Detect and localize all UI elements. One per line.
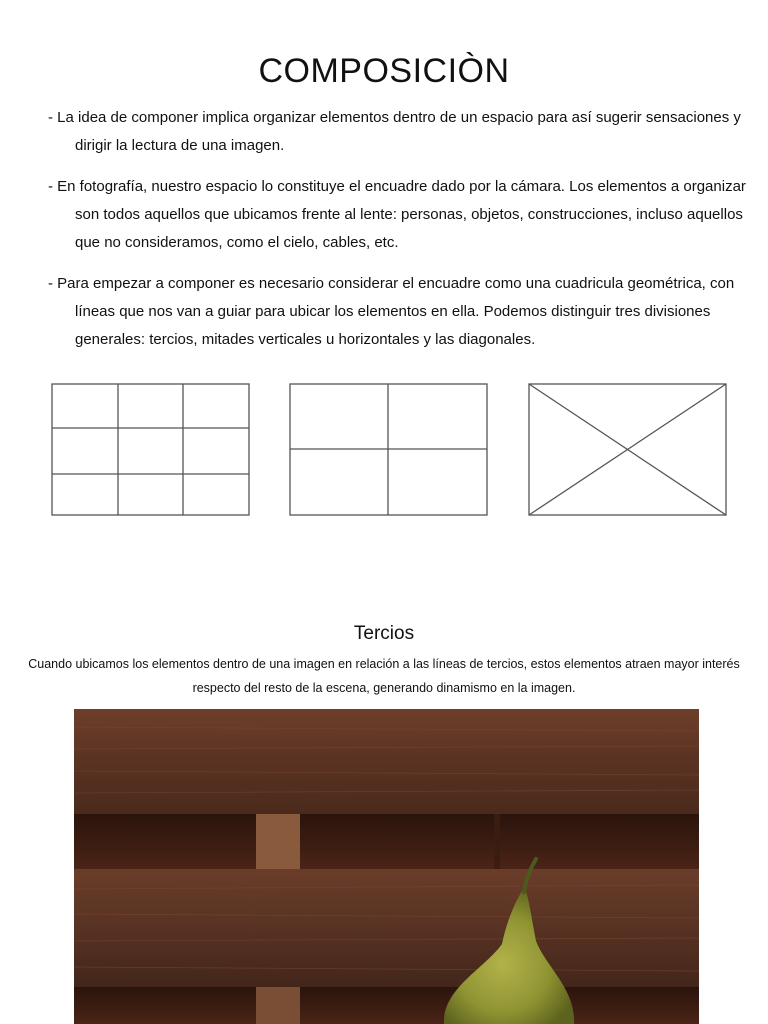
section-description: Cuando ubicamos los elementos dentro de una imagen en relación a las líneas de tercios, estos elementos atraen mayor interés respecto del resto de la escena, generando dinamismo en la imagen. bbox=[28, 657, 740, 695]
halves-grid-diagram bbox=[289, 383, 489, 517]
section-title-tercios: Tercios bbox=[353, 623, 415, 644]
diagonals-diagram bbox=[528, 383, 728, 517]
paragraph-composition-idea: - La idea de componer implica organizar elementos dentro de un espacio para así sugerir sensaciones y dirigir la lectura de una imagen. bbox=[48, 109, 741, 154]
pear-wooden-slats-photo bbox=[74, 709, 699, 1024]
page-title: COMPOSICIÒN bbox=[258, 52, 510, 90]
thirds-grid-diagram bbox=[51, 383, 251, 517]
paragraph-grid-divisions: - Para empezar a componer es necesario considerar el encuadre como una cuadricula geométrica, con líneas que nos van a guiar para ubicar los elementos en ella. Podemos distinguir tres divisiones generales: tercios, mitades verticales u horizontales y las diagonales. bbox=[48, 275, 735, 348]
paragraph-framing: - En fotografía, nuestro espacio lo constituye el encuadre dado por la cámara. Los elementos a organizar son todos aquellos que ubicamos frente al lente: personas, objetos, construcciones, incluso aquellos que no consideramos, como el cielo, cables, etc. bbox=[48, 178, 746, 251]
